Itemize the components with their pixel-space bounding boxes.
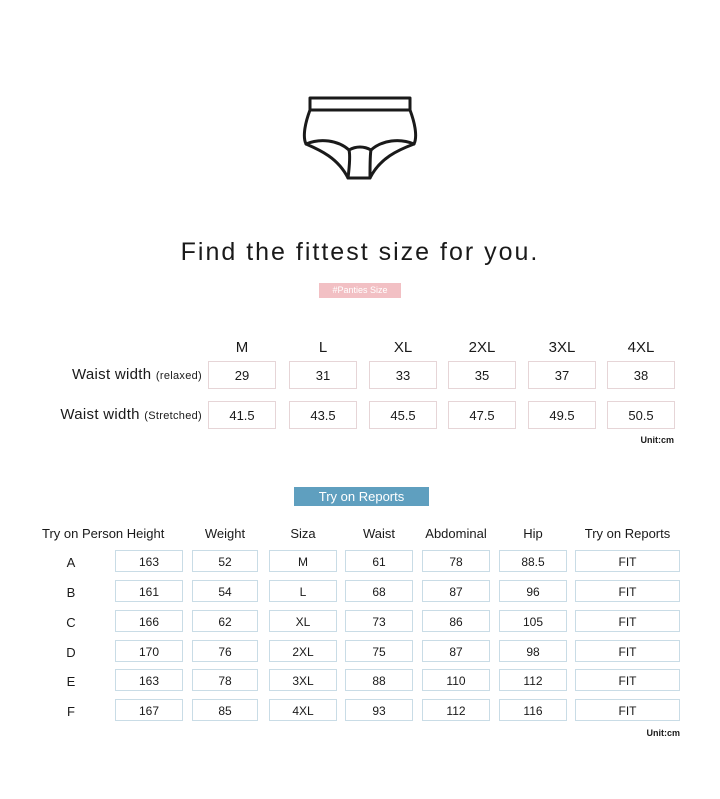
row-label-relaxed [72, 366, 202, 383]
report-cell-weight: 76 [192, 640, 258, 662]
size-header-2xl: 2XL [468, 339, 496, 356]
size-cell: 50.5 [607, 401, 675, 429]
report-cell-size: 3XL [269, 669, 337, 691]
report-cell-weight: 62 [192, 610, 258, 632]
size-cell: 37 [528, 361, 596, 389]
size-cell: 38 [607, 361, 675, 389]
try-on-reports-tag: Try on Reports [294, 487, 429, 506]
person-label: B [66, 585, 76, 600]
size-cell: 45.5 [369, 401, 437, 429]
panties-size-tag: #Panties Size [319, 283, 401, 298]
col-header-height: Try on Person Height [42, 526, 165, 541]
report-cell-hip: 105 [499, 610, 567, 632]
row-label-text: Waist width [60, 406, 140, 423]
report-cell-waist: 93 [345, 699, 413, 721]
report-cell-height: 163 [115, 550, 183, 572]
report-cell-hip: 96 [499, 580, 567, 602]
person-label: A [66, 555, 76, 570]
report-cell-size: XL [269, 610, 337, 632]
size-cell: 35 [448, 361, 516, 389]
row-label-qualifier: (Stretched) [144, 410, 202, 422]
report-cell-hip: 88.5 [499, 550, 567, 572]
report-cell-height: 166 [115, 610, 183, 632]
col-header-reports: Try on Reports [584, 526, 671, 541]
report-cell-result: FIT [575, 610, 680, 632]
report-cell-result: FIT [575, 580, 680, 602]
report-cell-waist: 88 [345, 669, 413, 691]
report-cell-waist: 68 [345, 580, 413, 602]
col-header-waist: Waist [362, 526, 396, 541]
report-cell-size: 2XL [269, 640, 337, 662]
size-header-4xl: 4XL [627, 339, 655, 356]
report-cell-height: 167 [115, 699, 183, 721]
person-label: F [67, 704, 75, 719]
report-cell-abdominal: 86 [422, 610, 490, 632]
report-cell-result: FIT [575, 699, 680, 721]
report-cell-result: FIT [575, 550, 680, 572]
report-cell-weight: 52 [192, 550, 258, 572]
report-cell-weight: 85 [192, 699, 258, 721]
person-label: E [66, 674, 76, 689]
report-cell-result: FIT [575, 640, 680, 662]
report-cell-hip: 116 [499, 699, 567, 721]
report-cell-hip: 98 [499, 640, 567, 662]
report-cell-abdominal: 110 [422, 669, 490, 691]
report-cell-waist: 61 [345, 550, 413, 572]
col-header-size: Siza [290, 526, 316, 541]
size-cell: 43.5 [289, 401, 357, 429]
size-cell: 31 [289, 361, 357, 389]
reports-unit: Unit:cm [646, 728, 680, 738]
report-cell-weight: 54 [192, 580, 258, 602]
report-cell-abdominal: 78 [422, 550, 490, 572]
report-cell-waist: 73 [345, 610, 413, 632]
row-label-text: Waist width [71, 366, 152, 383]
size-cell: 41.5 [208, 401, 276, 429]
person-label: C [66, 615, 76, 630]
size-header-l: L [318, 339, 328, 356]
size-chart-unit: Unit:cm [640, 435, 674, 445]
report-cell-abdominal: 87 [422, 640, 490, 662]
report-cell-abdominal: 112 [422, 699, 490, 721]
col-header-abdominal: Abdominal [425, 526, 487, 541]
person-label: D [66, 645, 76, 660]
size-cell: 49.5 [528, 401, 596, 429]
size-header-m: M [235, 339, 249, 356]
report-cell-waist: 75 [345, 640, 413, 662]
row-label-qualifier: (relaxed) [155, 370, 202, 382]
report-cell-size: M [269, 550, 337, 572]
report-cell-abdominal: 87 [422, 580, 490, 602]
size-cell: 29 [208, 361, 276, 389]
report-cell-result: FIT [575, 669, 680, 691]
report-cell-weight: 78 [192, 669, 258, 691]
report-cell-hip: 112 [499, 669, 567, 691]
size-cell: 47.5 [448, 401, 516, 429]
report-cell-height: 163 [115, 669, 183, 691]
size-header-3xl: 3XL [548, 339, 576, 356]
report-cell-height: 161 [115, 580, 183, 602]
size-cell: 33 [369, 361, 437, 389]
report-cell-size: L [269, 580, 337, 602]
panties-icon [300, 92, 420, 184]
col-header-hip: Hip [523, 526, 543, 541]
col-header-weight: Weight [204, 526, 246, 541]
report-cell-size: 4XL [269, 699, 337, 721]
report-cell-height: 170 [115, 640, 183, 662]
page-headline: Find the fittest size for you. [180, 238, 540, 266]
size-header-xl: XL [393, 339, 413, 356]
row-label-stretched [60, 406, 202, 423]
